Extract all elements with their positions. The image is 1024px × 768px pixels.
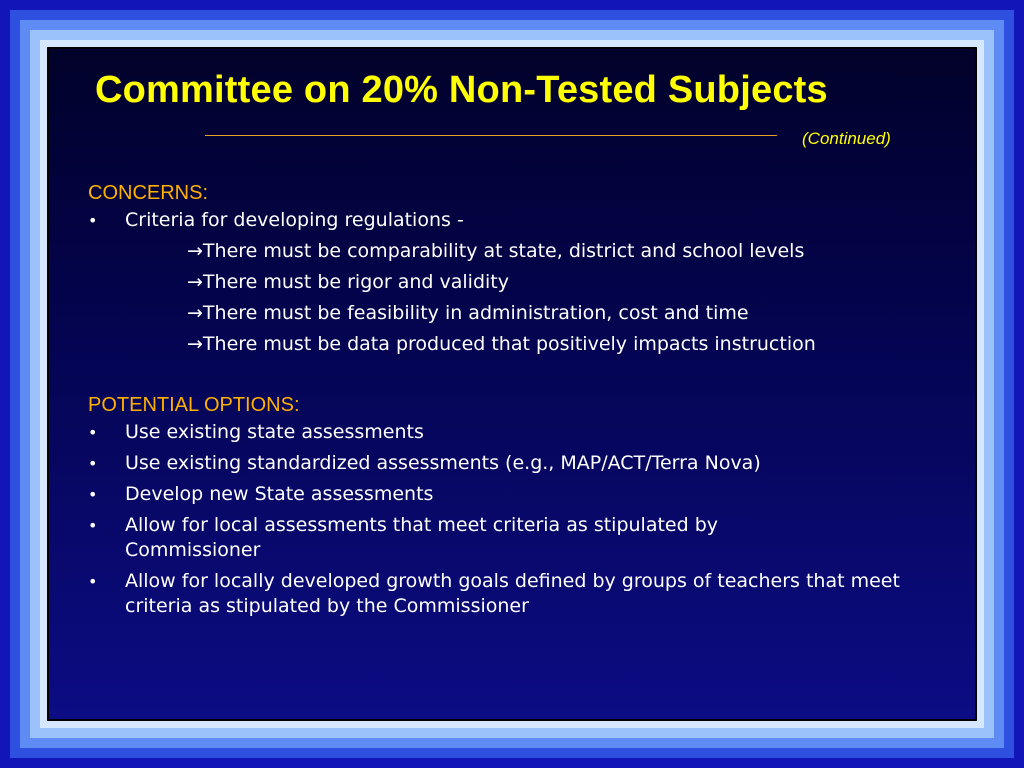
bullet-icon: • bbox=[88, 516, 98, 535]
bullet-text: Allow for locally developed growth goals defined by groups of teachers that meet criteria as stipulated by the Commissioner bbox=[125, 570, 900, 617]
bullet-item bbox=[88, 208, 948, 233]
bullet-text: Use existing standardized assessments (e.g., MAP/ACT/Terra Nova) bbox=[125, 452, 761, 474]
section-heading-potential-options: POTENTIAL OPTIONS: bbox=[88, 394, 300, 416]
sub-item: →There must be rigor and validity bbox=[187, 271, 509, 293]
sub-item: →There must be data produced that positively impacts instruction bbox=[187, 333, 816, 355]
sub-item: →There must be feasibility in administration, cost and time bbox=[187, 302, 749, 324]
bullet-icon: • bbox=[88, 454, 98, 473]
bullet-text: Use existing state assessments bbox=[125, 421, 424, 443]
title-underline bbox=[205, 135, 777, 136]
sub-item: →There must be comparability at state, district and school levels bbox=[187, 240, 805, 262]
bullet-item bbox=[88, 569, 945, 619]
bullet-item bbox=[88, 451, 948, 476]
section-spacer bbox=[88, 363, 948, 390]
slide-title: Committee on 20% Non-Tested Subjects bbox=[95, 69, 828, 111]
bullet-text: Allow for local assessments that meet criteria as stipulated by Commissioner bbox=[125, 514, 719, 561]
bullet-icon: • bbox=[88, 572, 98, 591]
bullet-item bbox=[88, 513, 845, 563]
bullet-item bbox=[88, 420, 948, 445]
bullet-icon: • bbox=[88, 211, 98, 230]
continued-label: (Continued) bbox=[802, 129, 891, 148]
section-heading-concerns: CONCERNS: bbox=[88, 182, 209, 204]
bullet-icon: • bbox=[88, 485, 98, 504]
bullet-item bbox=[88, 482, 948, 507]
slide-body bbox=[88, 178, 948, 625]
bullet-text: Criteria for developing regulations - bbox=[125, 209, 464, 231]
bullet-icon: • bbox=[88, 423, 98, 442]
bullet-text: Develop new State assessments bbox=[125, 483, 434, 505]
